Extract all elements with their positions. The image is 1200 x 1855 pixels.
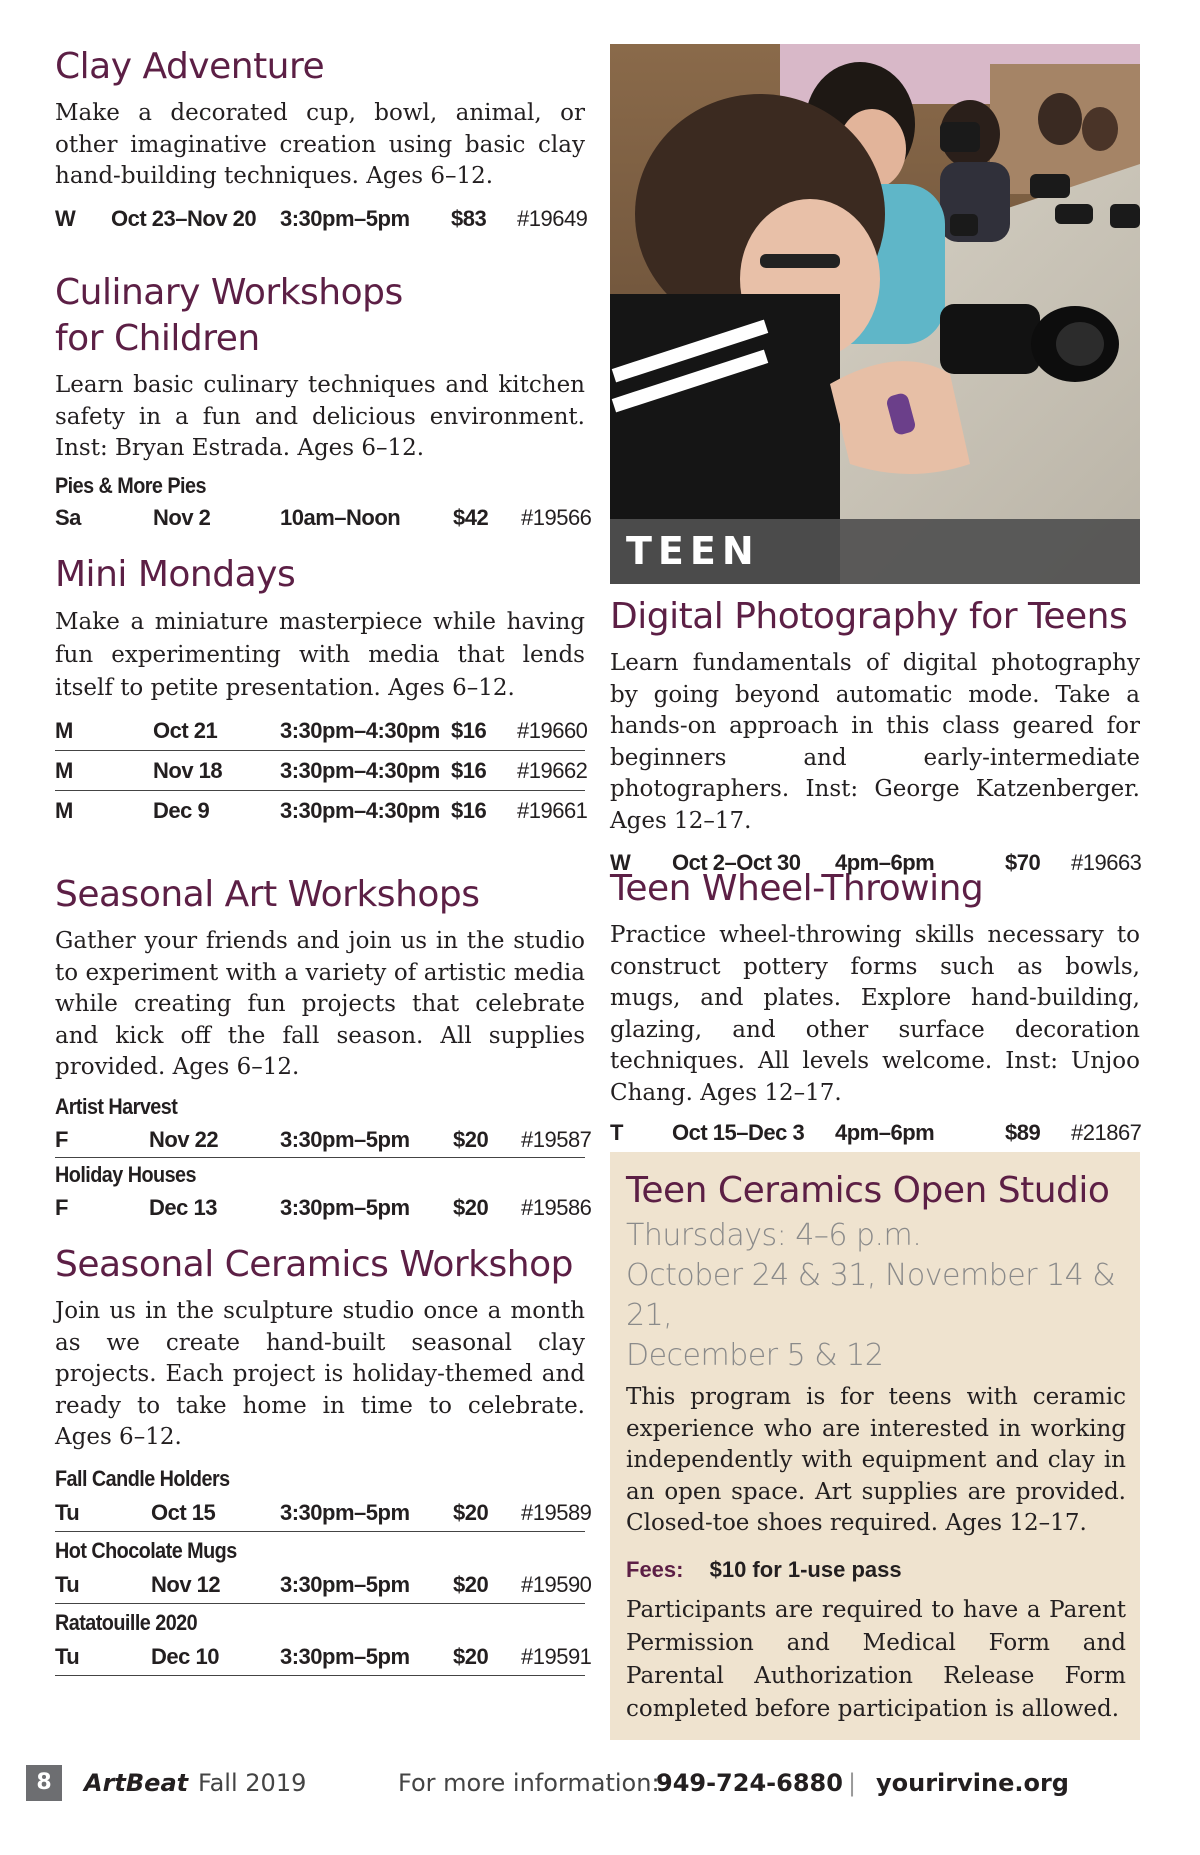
info-label: For more information: (398, 1769, 660, 1797)
time: 3:30pm–5pm (280, 1499, 410, 1525)
brand-name: ArtBeat (84, 1769, 189, 1797)
date: Nov 2 (153, 504, 211, 530)
price: $20 (453, 1499, 489, 1525)
seasonal-ceramics-section (55, 1242, 592, 1676)
subheading: Pies & More Pies (55, 472, 206, 498)
date: Nov 12 (151, 1571, 221, 1597)
price: $83 (451, 205, 487, 231)
section-description: Gather your friends and join us in the studio to experiment with a variety of artistic media while creating fun projects that celebrate and kick off the fall season. All supplies provided. Ages 6–12. (55, 928, 585, 1080)
day: Tu (55, 1571, 80, 1597)
course-number: #19662 (517, 758, 588, 783)
date: Oct 21 (153, 718, 218, 743)
section-title: Seasonal Art Workshops (55, 874, 480, 915)
class-row (55, 1566, 592, 1604)
website-link[interactable]: yourirvine.org (876, 1769, 1069, 1797)
section-title: Teen Wheel-Throwing (610, 868, 984, 909)
date: Oct 15–Dec 3 (672, 1120, 805, 1145)
time: 3:30pm–4:30pm (280, 758, 440, 783)
subheading: Ratatouille 2020 (55, 1609, 198, 1635)
class-row (55, 1494, 592, 1532)
right-column (610, 44, 1140, 1740)
section-description: Learn basic culinary techniques and kitchen safety in a fun and delicious environment. Inst: Bryan Estrada. Ages 6–12. (55, 372, 585, 461)
course-number: #19587 (521, 1126, 592, 1152)
wheel-throwing-section (610, 866, 1140, 1146)
clay-adventure-section (55, 44, 588, 234)
section-description: Join us in the sculpture studio once a month as we create hand-built seasonal clay projects. Each project is holiday-themed and ready to take home in time to celebrate. Ages 6–12. (55, 1298, 585, 1450)
day: F (55, 1194, 68, 1220)
course-number: #19649 (517, 205, 588, 231)
fees-line (626, 1550, 1126, 1590)
price: $16 (451, 718, 487, 743)
fees-label: Fees: (626, 1556, 684, 1582)
section-title: Teen Ceramics Open Studio (626, 1170, 1110, 1211)
course-number: #19660 (517, 718, 588, 743)
time: 3:30pm–5pm (280, 1643, 410, 1669)
class-row (55, 791, 588, 831)
schedule-line: Thursdays: 4–6 p.m. (626, 1218, 922, 1253)
class-row (55, 501, 592, 535)
open-studio-box (610, 1152, 1140, 1740)
price: $70 (1005, 850, 1041, 875)
page-number: 8 (26, 1765, 62, 1801)
price: $89 (1005, 1120, 1041, 1145)
phone-number: 949-724-6880 (656, 1769, 843, 1797)
left-column (55, 44, 592, 1676)
section-description: Make a miniature masterpiece while having fun experimenting with media that lends itself to petite presentation. Ages 6–12. (55, 609, 585, 701)
time: 3:30pm–4:30pm (280, 718, 440, 743)
date: Oct 2–Oct 30 (672, 850, 801, 875)
date: Oct 23–Nov 20 (111, 205, 257, 231)
schedule-line: October 24 & 31, November 14 & 21, (626, 1258, 1116, 1333)
date: Dec 9 (153, 798, 210, 823)
schedule-line: December 5 & 12 (626, 1338, 884, 1373)
price: $16 (451, 758, 487, 783)
section-title: Seasonal Ceramics Workshop (55, 1244, 573, 1285)
time: 10am–Noon (280, 504, 401, 530)
title-line-2: for Children (55, 318, 260, 359)
time: 3:30pm–5pm (280, 205, 410, 231)
price: $20 (453, 1126, 489, 1152)
time: 4pm–6pm (835, 850, 935, 875)
course-number: #19586 (521, 1194, 592, 1220)
day: M (55, 758, 73, 783)
day: Sa (55, 504, 81, 530)
class-row (610, 1113, 1140, 1153)
teen-photography-photo (610, 44, 1140, 584)
time: 3:30pm–5pm (280, 1126, 410, 1152)
subheading: Artist Harvest (55, 1093, 178, 1119)
day: F (55, 1126, 68, 1152)
day: Tu (55, 1499, 80, 1525)
time: 3:30pm–5pm (280, 1194, 410, 1220)
price: $20 (453, 1643, 489, 1669)
course-number: #19589 (521, 1499, 592, 1525)
course-number: #21867 (1071, 1120, 1142, 1145)
requirements-note: Participants are required to have a Parent Permission and Medical Form and Parental Authorization Release Form completed before participation is allowed. (626, 1596, 1126, 1722)
price: $16 (451, 798, 487, 823)
section-title: Digital Photography for Teens (610, 596, 1128, 637)
time: 3:30pm–4:30pm (280, 798, 440, 823)
separator: | (848, 1769, 857, 1797)
class-row (55, 1638, 592, 1676)
fees-value: $10 for 1-use pass (709, 1556, 902, 1582)
time: 4pm–6pm (835, 1120, 935, 1145)
course-number: #19566 (521, 504, 592, 530)
class-row (55, 1122, 592, 1158)
mini-mondays-section (55, 552, 588, 842)
subheading: Holiday Houses (55, 1161, 196, 1187)
page-footer (26, 1763, 1176, 1803)
day: M (55, 798, 73, 823)
photo-illustration (610, 44, 1140, 584)
section-title: Mini Mondays (55, 554, 296, 595)
day: W (610, 850, 631, 875)
price: $20 (453, 1571, 489, 1597)
price: $42 (453, 504, 489, 530)
date: Dec 10 (151, 1643, 219, 1669)
digital-photography-section (610, 594, 1142, 875)
class-row (55, 711, 588, 751)
price: $20 (453, 1194, 489, 1220)
season: Fall 2019 (198, 1769, 307, 1797)
date: Nov 22 (149, 1126, 219, 1152)
culinary-section (55, 270, 592, 530)
course-number: #19591 (521, 1643, 592, 1669)
course-number: #19590 (521, 1571, 592, 1597)
date: Dec 13 (149, 1194, 217, 1220)
section-title (55, 270, 585, 362)
section-description: Practice wheel-throwing skills necessary to construct pottery forms such as bowls, mugs, and plates. Explore hand-building, glazing, and other surface decoration techniques. All levels welcome. Inst: Unjoo Chang. Ages 12–17. (610, 922, 1140, 1106)
subheading: Fall Candle Holders (55, 1465, 230, 1491)
class-row (55, 751, 588, 791)
seasonal-art-section (55, 872, 592, 1242)
date: Oct 15 (151, 1499, 216, 1525)
class-row (55, 1190, 592, 1226)
day: M (55, 718, 73, 743)
date: Nov 18 (153, 758, 223, 783)
class-row (610, 843, 1140, 883)
course-number: #19661 (517, 798, 588, 823)
time: 3:30pm–5pm (280, 1571, 410, 1597)
teen-band-label: TEEN (610, 519, 1140, 584)
section-description: This program is for teens with ceramic experience who are interested in working independently with equipment and clay in an open space. Art supplies are provided. Closed-toe shoes required. Ages 12–17. (626, 1384, 1126, 1536)
day: Tu (55, 1643, 80, 1669)
course-number: #19663 (1071, 850, 1142, 875)
section-title: Clay Adventure (55, 46, 325, 87)
class-row (55, 199, 588, 239)
subheading: Hot Chocolate Mugs (55, 1537, 237, 1563)
day: T (610, 1120, 623, 1145)
section-description: Learn fundamentals of digital photography by going beyond automatic mode. Take a hands-on approach in this class geared for beginners and early-intermediate photographers. Inst: George Katzenberger. Ages 12–17. (610, 650, 1140, 834)
day: W (55, 205, 76, 231)
section-description: Make a decorated cup, bowl, animal, or other imaginative creation using basic clay hand-building techniques. Ages 6–12. (55, 100, 585, 189)
title-line-1: Culinary Workshops (55, 272, 403, 313)
